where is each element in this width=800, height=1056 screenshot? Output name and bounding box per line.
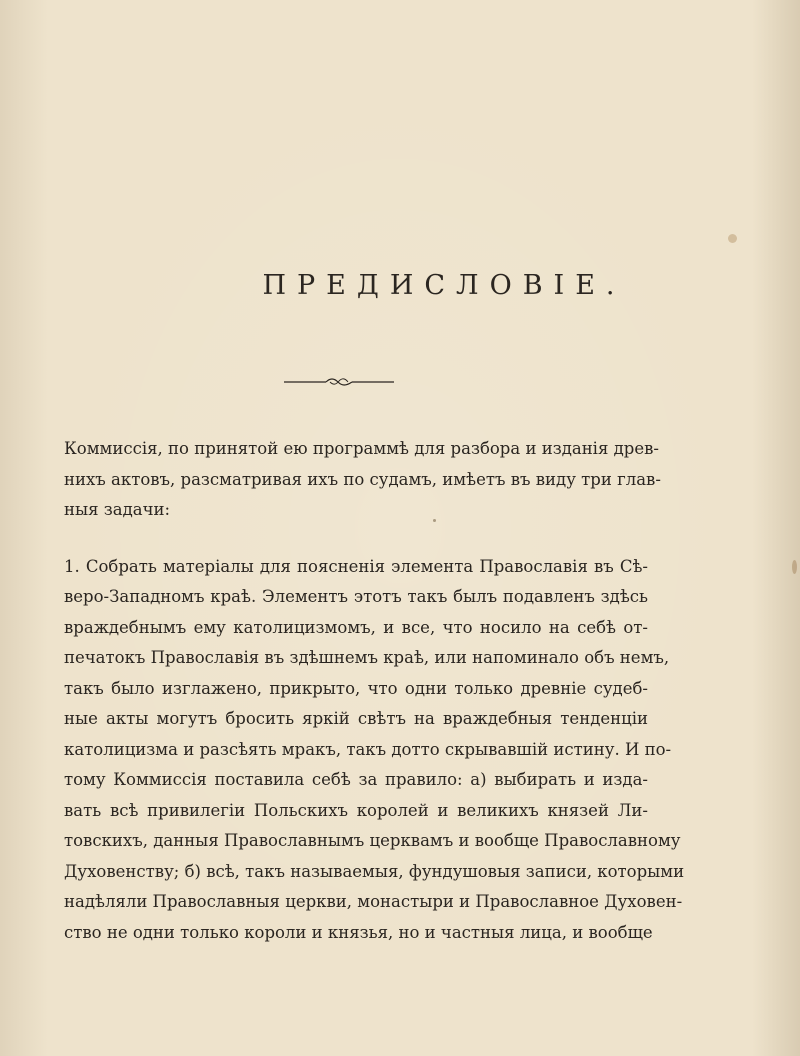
text-line: Духовенству; б) всѣ, такъ называемыя, фундушовыя записи, которыми bbox=[64, 862, 685, 881]
title-ornament bbox=[282, 372, 396, 392]
text-line: вать всѣ привилегiи Польскихъ королей и великихъ князей Ли- bbox=[64, 801, 648, 820]
text-line: ныя задачи: bbox=[64, 500, 171, 519]
text-line: печатокъ Православiя въ здѣшнемъ краѣ, или напоминало объ немъ, bbox=[64, 648, 670, 667]
text-line: нихъ актовъ, разсматривая ихъ по судамъ, имѣетъ въ виду три глав- bbox=[64, 470, 661, 489]
text-line: тому Коммиссiя поставила себѣ за правило: а) выбирать и изда- bbox=[64, 770, 648, 789]
paper-stain bbox=[792, 560, 797, 574]
text-line: Коммиссiя, по принятой ею программѣ для разбора и изданiя древ- bbox=[64, 439, 659, 458]
text-line: надѣляли Православныя церкви, монастыри и Православное Духовен- bbox=[64, 892, 683, 911]
text-line: католицизма и разсѣять мракъ, такъ дотто скрывавшiй истину. И по- bbox=[64, 740, 672, 759]
text-line: веро-Западномъ краѣ. Элементъ этотъ такъ былъ подавленъ здѣсь bbox=[64, 587, 648, 606]
text-line: ство не одни только короли и князья, но и частныя лица, и вообще bbox=[64, 923, 653, 942]
text-line: товскихъ, данныя Православнымъ церквамъ и вообще Православному bbox=[64, 831, 681, 850]
text-line: враждебнымъ ему католицизмомъ, и все, что носило на себѣ от- bbox=[64, 618, 648, 637]
page-title: ПРЕДИСЛОВIЕ. bbox=[262, 270, 626, 301]
text-line: ные акты могутъ бросить яркiй свѣтъ на враждебныя тенденцiи bbox=[64, 709, 648, 728]
text-line: такъ было изглажено, прикрыто, что одни только древнiе судеб- bbox=[64, 679, 648, 698]
paper-stain bbox=[728, 234, 737, 243]
text-line: 1. Собрать матерiалы для поясненiя элемента Православiя въ Сѣ- bbox=[64, 557, 648, 576]
